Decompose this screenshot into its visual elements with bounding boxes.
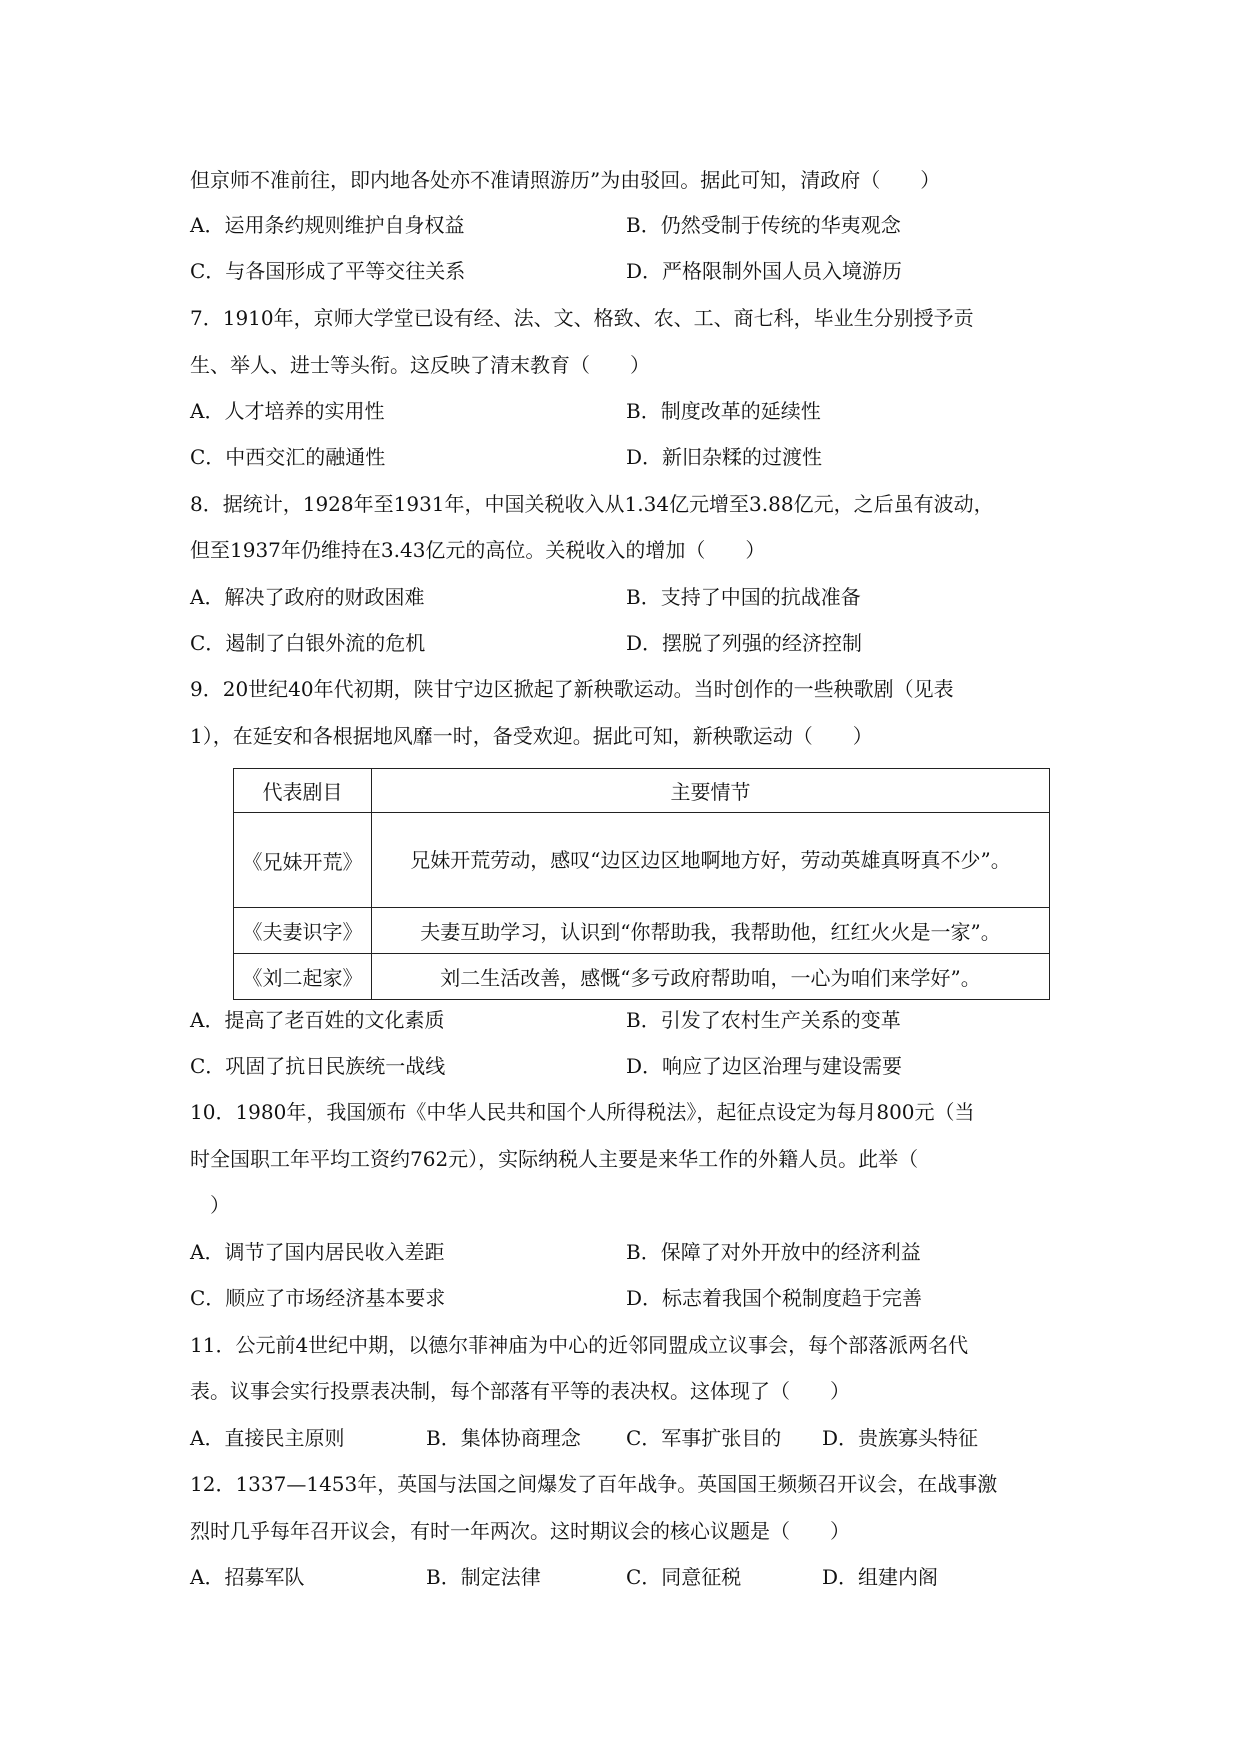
- q10-option-a: A．调节了国内居民收入差距: [190, 1240, 445, 1264]
- q10-stem-line2: 时全国职工年平均工资约762元），实际纳税人主要是来华工作的外籍人员。此举（: [190, 1147, 919, 1171]
- q8-option-a: A．解决了政府的财政困难: [190, 585, 425, 609]
- table-row: [234, 908, 1050, 954]
- q10-stem-line1: 10．1980年，我国颁布《中华人民共和国个人所得税法》，起征点设定为每月800元（当: [190, 1100, 975, 1124]
- q9-stem-line2: 1），在延安和各根据地风靡一时，备受欢迎。据此可知，新秧歌运动（ ）: [190, 724, 873, 748]
- q12-stem-line2: 烈时几乎每年召开议会，有时一年两次。这时期议会的核心议题是（ ）: [190, 1519, 850, 1543]
- q12-option-c: C．同意征税: [626, 1565, 742, 1589]
- play-title: 《兄妹开荒》: [234, 813, 372, 908]
- q9-option-c: C．巩固了抗日民族统一战线: [190, 1054, 446, 1078]
- q8-stem-line1: 8．据统计，1928年至1931年，中国关税收入从1.34亿元增至3.88亿元，之后虽有波动，: [190, 492, 994, 516]
- q10-option-d: D．标志着我国个税制度趋于完善: [626, 1286, 923, 1310]
- q8-option-c: C．遏制了白银外流的危机: [190, 631, 426, 655]
- q9-option-b: B．引发了农村生产关系的变革: [626, 1008, 901, 1032]
- q12-option-b: B．制定法律: [426, 1565, 541, 1589]
- yangge-plays-table: [233, 768, 1050, 1000]
- q7-option-c: C．中西交汇的融通性: [190, 445, 386, 469]
- table-header-title: 代表剧目: [234, 769, 372, 813]
- q11-option-d: D．贵族寡头特征: [822, 1426, 979, 1450]
- q6-option-c: C．与各国形成了平等交往关系: [190, 259, 466, 283]
- q10-stem-line3: ）: [210, 1193, 230, 1217]
- q9-option-d: D．响应了边区治理与建设需要: [626, 1054, 903, 1078]
- q10-option-c: C．顺应了市场经济基本要求: [190, 1286, 446, 1310]
- q12-option-d: D．组建内阁: [822, 1565, 939, 1589]
- q11-stem-line2: 表。议事会实行投票表决制，每个部落有平等的表决权。这体现了（ ）: [190, 1379, 850, 1403]
- q6-option-d: D．严格限制外国人员入境游历: [626, 259, 903, 283]
- q7-stem-line1: 7．1910年，京师大学堂已设有经、法、文、格致、农、工、商七科，毕业生分别授予贡: [190, 306, 974, 330]
- q8-stem-line2: 但至1937年仍维持在3.43亿元的高位。关税收入的增加（ ）: [190, 538, 766, 562]
- q11-stem-line1: 11．公元前4世纪中期，以德尔菲神庙为中心的近邻同盟成立议事会，每个部落派两名代: [190, 1333, 969, 1357]
- table-header-plot: 主要情节: [372, 769, 1050, 813]
- q7-option-d: D．新旧杂糅的过渡性: [626, 445, 823, 469]
- q7-option-b: B．制度改革的延续性: [626, 399, 821, 423]
- q6-option-a: A．运用条约规则维护自身权益: [190, 213, 465, 237]
- q6-option-b: B．仍然受制于传统的华夷观念: [626, 213, 901, 237]
- q7-stem-line2: 生、举人、进士等头衔。这反映了清末教育（ ）: [190, 353, 650, 377]
- q9-option-a: A．提高了老百姓的文化素质: [190, 1008, 445, 1032]
- table-header-row: [234, 769, 1050, 813]
- q8-option-b: B．支持了中国的抗战准备: [626, 585, 861, 609]
- q9-stem-line1: 9．20世纪40年代初期，陕甘宁边区掀起了新秧歌运动。当时创作的一些秧歌剧（见表: [190, 677, 954, 701]
- q10-option-b: B．保障了对外开放中的经济利益: [626, 1240, 921, 1264]
- play-title: 《夫妻识字》: [234, 908, 372, 954]
- q12-stem-line1: 12．1337—1453年，英国与法国之间爆发了百年战争。英国国王频频召开议会，在战事激: [190, 1472, 998, 1496]
- q8-option-d: D．摆脱了列强的经济控制: [626, 631, 863, 655]
- q12-option-a: A．招募军队: [190, 1565, 305, 1589]
- play-plot: 刘二生活改善，感慨“多亏政府帮助咱，一心为咱们来学好”。: [372, 954, 1050, 1000]
- q11-option-c: C．军事扩张目的: [626, 1426, 782, 1450]
- table-row: [234, 954, 1050, 1000]
- q11-option-a: A．直接民主原则: [190, 1426, 345, 1450]
- q6-stem-continuation: 但京师不准前往，即内地各处亦不准请照游历”为由驳回。据此可知，清政府（ ）: [190, 168, 941, 192]
- play-title: 《刘二起家》: [234, 954, 372, 1000]
- play-plot: 兄妹开荒劳动，感叹“边区边区地啊地方好，劳动英雄真呀真不少”。: [372, 813, 1050, 908]
- q7-option-a: A．人才培养的实用性: [190, 399, 385, 423]
- play-plot: 夫妻互助学习，认识到“你帮助我，我帮助他，红红火火是一家”。: [372, 908, 1050, 954]
- q11-option-b: B．集体协商理念: [426, 1426, 581, 1450]
- table-row: [234, 813, 1050, 908]
